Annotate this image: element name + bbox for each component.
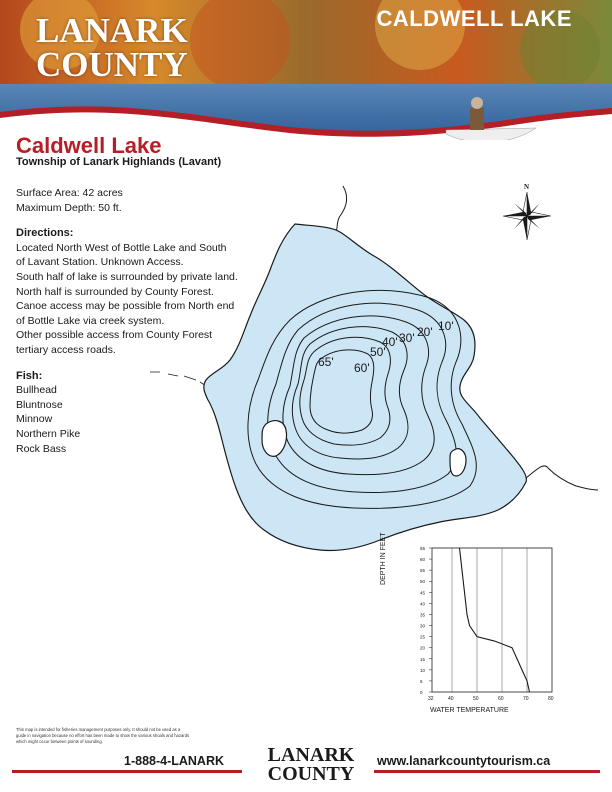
- lake-title: Caldwell Lake: [16, 133, 162, 158]
- directions-line: Located North West of Bottle Lake and South: [16, 241, 227, 254]
- chart-y-tick-label: 50: [420, 579, 426, 585]
- surface-area: Surface Area: 42 acres: [16, 187, 123, 199]
- fish-item: Northern Pike: [16, 427, 81, 440]
- compass-north-label: N: [524, 183, 530, 191]
- west-trail: [150, 372, 206, 386]
- fish-item: Rock Bass: [16, 442, 67, 455]
- depth-label-60: 60': [354, 361, 370, 375]
- directions-line: South half of lake is surrounded by private land.: [16, 270, 238, 283]
- lake-water: [204, 224, 527, 551]
- depth-label-40: 40': [382, 335, 398, 349]
- chart-y-tick-label: 5: [420, 678, 423, 684]
- website-link[interactable]: www.lanarkcountytourism.ca: [377, 754, 551, 768]
- directions-heading: Directions:: [16, 227, 74, 240]
- chart-y-tick-label: 55: [420, 568, 426, 574]
- chart-y-tick-label: 0: [420, 690, 423, 695]
- directions-line: of Lavant Station. Unknown Access.: [16, 256, 184, 269]
- depth-label-65: 65': [318, 355, 334, 369]
- chart-frame: [432, 548, 552, 692]
- fish-item: Bullhead: [16, 384, 57, 397]
- fish-item: Minnow: [16, 413, 53, 426]
- depth-label-30: 30': [399, 331, 415, 345]
- phone-number[interactable]: 1-888-4-LANARK: [124, 754, 225, 768]
- chart-y-tick-label: 65: [420, 546, 426, 551]
- fish-heading: Fish:: [16, 369, 43, 382]
- fish-item: Bluntnose: [16, 398, 63, 411]
- directions-line: North half is surrounded by County Forest.: [16, 285, 214, 298]
- compass-rose-icon: [503, 183, 551, 240]
- directions-line: Canoe access may be possible from North end: [16, 300, 235, 313]
- footer-rule-left: [12, 770, 242, 773]
- inlet-creek: [336, 186, 347, 232]
- chart-x-tick-label: 60: [498, 696, 504, 702]
- chart-y-tick-label: 15: [420, 656, 426, 662]
- chart-y-tick-label: 60: [420, 557, 426, 563]
- chart-x-tick-label: 80: [548, 696, 554, 702]
- directions-line: tertiary access roads.: [16, 343, 116, 356]
- banner-title: CALDWELL LAKE: [376, 6, 572, 31]
- disclaimer-text: This map is intended for fisheries management purposes only. It should not be used as a guide in navigation because no effort has been made to show the various shoals and hazards which might occur between points of sounding.: [16, 727, 190, 744]
- chart-x-tick-label: 40: [448, 696, 454, 702]
- directions-line: Other possible access from County Forest: [16, 329, 213, 342]
- chart-x-tick-label: 32: [428, 696, 434, 702]
- depth-label-10: 10': [438, 319, 454, 333]
- outlet-creek: [526, 466, 598, 490]
- footer-rule-right: [374, 770, 600, 773]
- chart-y-tick-label: 45: [420, 590, 426, 596]
- chart-ylabel: DEPTH IN FEET: [380, 532, 387, 585]
- chart-y-tick-label: 10: [420, 667, 426, 673]
- brand-logo-top: LANARK COUNTY: [36, 11, 188, 84]
- township-subtitle: Township of Lanark Highlands (Lavant): [16, 156, 222, 168]
- chart-series-line: [460, 548, 530, 692]
- chart-x-tick-label: 70: [523, 696, 529, 702]
- chart-y-tick-label: 35: [420, 612, 426, 618]
- chart-y-tick-label: 25: [420, 634, 426, 640]
- depth-label-20: 20': [417, 325, 433, 339]
- chart-x-tick-label: 50: [473, 696, 479, 702]
- depth-label-50: 50': [370, 345, 386, 359]
- chart-xlabel: WATER TEMPERATURE: [430, 707, 509, 714]
- temperature-depth-chart: [420, 546, 554, 702]
- directions-line: of Bottle Lake via creek system.: [16, 314, 165, 327]
- max-depth: Maximum Depth: 50 ft.: [16, 201, 122, 214]
- chart-y-tick-label: 40: [420, 601, 426, 607]
- chart-y-tick-label: 30: [420, 623, 426, 629]
- chart-y-tick-label: 20: [420, 645, 426, 651]
- brand-logo-bottom: LANARK COUNTY: [267, 744, 355, 785]
